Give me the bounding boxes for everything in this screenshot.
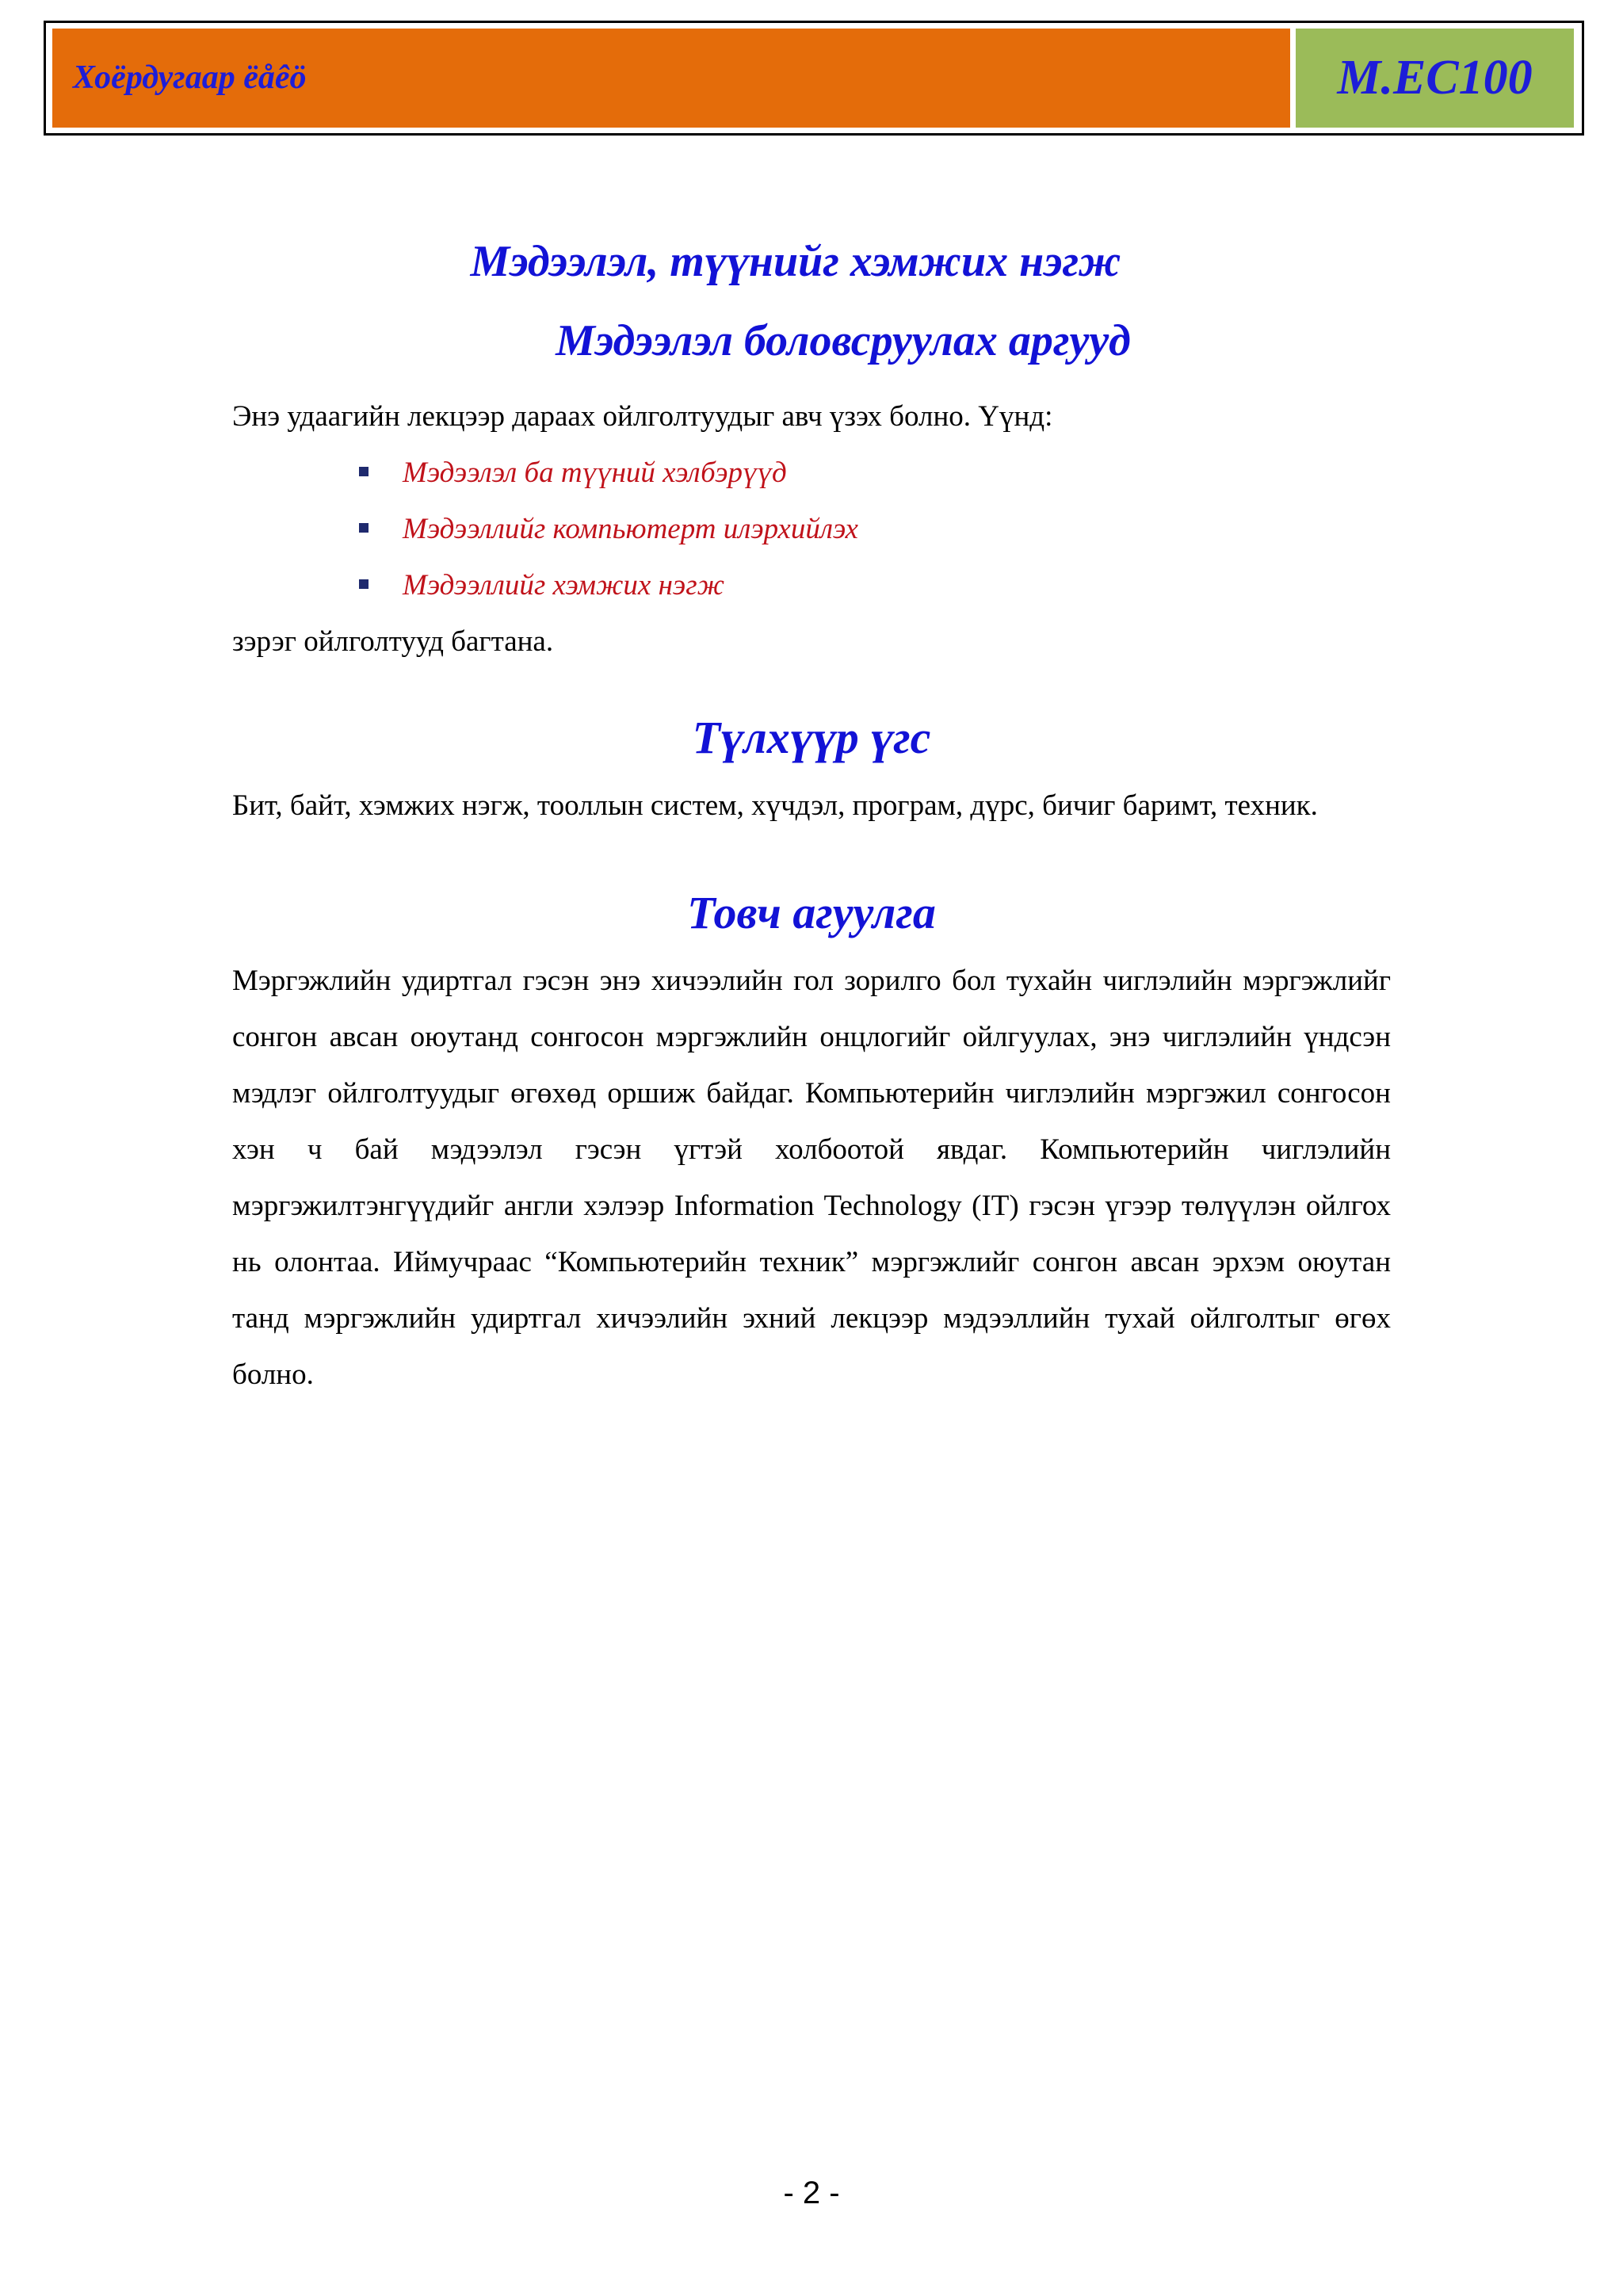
page-number: - 2 - [783, 2176, 840, 2210]
document-body [232, 222, 1391, 1403]
summary-heading: Товч агуулга [687, 887, 936, 938]
keywords-heading: Түлхүүр үгс [692, 712, 931, 763]
keywords-text: Бит, байт, хэмжих нэгж, тооллын систем, хүчдэл, програм, дүрс, бичиг баримт, техник. [232, 789, 1318, 822]
document-title: Мэдээлэл, түүнийг хэмжих нэгж [470, 237, 1121, 286]
bullet-text: Мэдээллийг компьютерт илэрхийлэх [403, 513, 858, 545]
intro-closing: зэрэг ойлголтууд багтана. [232, 625, 554, 658]
square-bullet-icon [359, 467, 369, 476]
square-bullet-icon [359, 579, 369, 589]
intro-bullet-list [232, 445, 1391, 613]
intro-lead: Энэ удаагийн лекцээр дараах ойлголтуудыг авч үзэх болно. Үүнд: [232, 400, 1053, 433]
bullet-text: Мэдээлэл ба түүний хэлбэрүүд [403, 457, 787, 489]
bullet-text: Мэдээллийг хэмжих нэгж [403, 569, 725, 602]
header-right-band [1296, 29, 1574, 128]
header-chapter-label: Хоёрдугаар ëåêö [73, 59, 307, 96]
list-item [359, 557, 1391, 613]
summary-text: Мэргэжлийн удиртгал гэсэн энэ хичээлийн гол зорилго бол тухайн чиглэлийн мэргэжлийг сонгон авсан оюутанд сонгосон мэргэжлийн онцлогийг ойлгуулах, энэ чиглэлийн үндсэн мэдлэг ойлголтуудыг өгөхөд оршиж байдаг. Компьютерийн чиглэлийн мэргэжил сонгосон хэн ч бай мэдээлэл гэсэн үгтэй холбоотой явдаг. Компьютерийн чиглэлийн мэргэжилтэнгүүдийг англи хэлээр Information Technology (IT) гэсэн үгээр төлүүлэн ойлгох нь олонтаа. Иймучраас “Компьютерийн техник” мэргэжлийг сонгон авсан эрхэм оюутан танд мэргэжлийн удиртгал хичээлийн эхний лекцээр мэдээллийн тухай ойлголтыг өгөх болно. [232, 965, 1391, 1391]
header-left-band [52, 29, 1290, 128]
list-item [359, 445, 1391, 501]
square-bullet-icon [359, 523, 369, 533]
page-header [44, 21, 1584, 136]
header-course-code: M.EC100 [1337, 51, 1533, 105]
document-subtitle: Мэдээлэл боловсруулах аргууд [556, 316, 1131, 365]
list-item [359, 501, 1391, 557]
